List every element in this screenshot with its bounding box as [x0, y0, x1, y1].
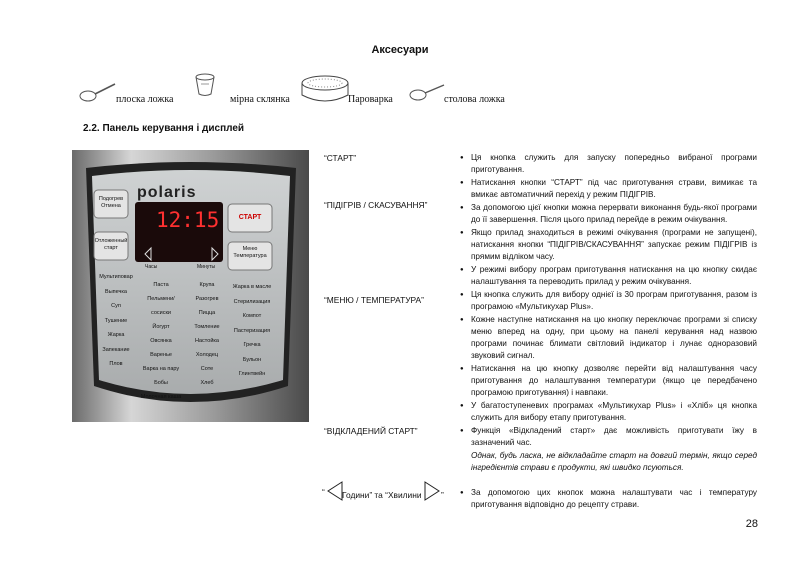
bullet-text: ● Ця кнопка служить для вибору однієї із 30 програм приготування, разом із програмою «Мультикухар Plus».	[460, 289, 757, 313]
program-button[interactable]: Гречка	[243, 342, 261, 348]
program-button[interactable]: Тушение	[104, 317, 128, 324]
bullet-text: ● Кожне наступне натискання на цю кнопку переключає програми зі списку меню вперед на одну, при цьому на панелі керування над назвою програми починає блимати світловий індикатор і лунає одноразовий звуковий сигнал.	[460, 314, 757, 362]
program-button[interactable]: Глинтвейн	[238, 371, 266, 377]
program-button[interactable]: Бульон	[242, 356, 262, 363]
program-button[interactable]: Соте	[200, 366, 214, 372]
program-button[interactable]: Суп	[111, 303, 121, 309]
program-button[interactable]: Разогрев	[195, 296, 219, 302]
measuring-cup-icon	[193, 72, 217, 98]
section-title: 2.2. Панель керування і дисплей	[83, 123, 245, 134]
label-menu-temperature: “МЕНЮ / ТЕМПЕРАТУРА”	[324, 295, 424, 305]
bullet-text: ● Ця кнопка служить для запуску попередньо вибраної програми приготування.	[460, 152, 757, 176]
label-delayed-start: “ВІДКЛАДЕНИЙ СТАРТ”	[324, 426, 418, 436]
bullet-text: ● За допомогою цієї кнопки можна перервати виконання будь-якої програми до її завершення. Після цього прилад перейде в режим очікування.	[460, 202, 757, 226]
program-button[interactable]: Молочная каша	[140, 394, 182, 400]
triangle-right-icon	[423, 481, 441, 501]
hours-button[interactable]: Часы	[145, 264, 158, 270]
program-button[interactable]: Стерилизация	[233, 298, 271, 305]
brand-logo: polaris	[137, 184, 197, 201]
bullet-text: ● Натискання кнопки “СТАРТ” під час приготування страви, вимикає та вмикає автоматичний перехід у режим ПІДІГРІВ.	[460, 177, 757, 201]
program-button[interactable]: Томление	[194, 324, 220, 330]
accessory-label-steamer: Пароварка	[348, 94, 393, 105]
program-button[interactable]: Варенье	[150, 352, 172, 358]
program-button[interactable]: Холодец	[195, 352, 219, 358]
steamer-basket-icon	[300, 73, 350, 107]
program-button[interactable]: Компот	[242, 313, 262, 319]
program-button[interactable]: Бобы	[154, 380, 168, 386]
program-button[interactable]: Мультиповар	[99, 274, 133, 280]
program-button[interactable]: Паста	[153, 282, 169, 288]
program-button[interactable]: Пастеризация	[233, 327, 271, 334]
accessory-label-flat-spoon: плоска ложка	[116, 94, 174, 105]
accessory-label-measuring-cup: мірна склянка	[230, 94, 290, 105]
program-button[interactable]: Настойка	[195, 338, 219, 344]
flat-spoon-icon	[78, 80, 118, 106]
program-button[interactable]: Плов	[109, 361, 123, 367]
program-button[interactable]: Йогурт	[152, 324, 170, 330]
bullet-text: ● За допомогою цих кнопок можна налаштувати час і температуру приготування відповідно до рецепту страви.	[460, 487, 757, 511]
bullet-text: ● Функція «Відкладений старт» дає можливість приготувати їжу в зазначений час.	[460, 425, 757, 449]
label-hours-minutes: “ Години” та “Хвилини ”	[322, 481, 452, 509]
program-button[interactable]: Запекание	[102, 346, 130, 353]
accessories-title: Аксесуари	[371, 44, 429, 56]
delayed-start-note: Однак, будь ласка, не відкладайте старт на довгий термін, якщо серед інгредієнтів страви є продукти, які швидко псуються.	[471, 451, 757, 472]
bullet-text: ● У режимі вибору програм приготування натискання на цю кнопку скидає налаштування та переводить прилад у режим очікування.	[460, 264, 757, 288]
bullet-text: ● Якщо прилад знаходиться в режимі очікування (програми не запущені), натискання кнопки “ПІДІГРІВ/СКАСУВАННЯ” запускає режим ПІДІГРІВ із прямим відліком часу.	[460, 227, 757, 263]
start-button[interactable]: СТАРТ	[238, 214, 262, 221]
program-button[interactable]: Пельмени/сосиски	[147, 296, 175, 316]
bullet-text: ● Натискання на цю кнопку дозволяє перейти від налаштування часу приготування до налаштування температури (якщо це передбачено програмою приготування) і навпаки.	[460, 363, 757, 399]
time-display: 12:15	[156, 208, 220, 232]
table-spoon-icon	[408, 80, 446, 104]
minutes-button[interactable]: Минуты	[197, 264, 216, 270]
program-button[interactable]: Выпечка	[105, 288, 127, 295]
program-button[interactable]: Жарка в масле	[232, 284, 272, 290]
program-button[interactable]: Крупа	[199, 282, 215, 288]
program-button[interactable]: Варка на пару	[142, 366, 180, 372]
delay-start-button[interactable]: Отложенный старт	[94, 238, 128, 251]
bullet-text: ● У багатоступеневих програмах «Мультикухар Plus» і «Хліб» ця кнопка служить для вибору етапу приготування.	[460, 400, 757, 424]
label-heat-cancel: “ПІДІГРІВ / СКАСУВАННЯ”	[324, 200, 428, 210]
heat-cancel-button[interactable]: Подогрев Отмена	[98, 196, 124, 209]
description-bullets	[460, 152, 757, 474]
menu-temperature-button[interactable]: Меню Температура	[233, 246, 267, 259]
hours-minutes-bullets	[460, 487, 757, 512]
label-start: “СТАРТ”	[324, 153, 357, 163]
accessory-label-table-spoon: столова ложка	[444, 94, 505, 105]
program-button[interactable]: Хлеб	[200, 380, 214, 386]
program-button[interactable]: Овсянка	[150, 338, 172, 344]
program-button[interactable]: Пицца	[198, 310, 216, 316]
control-panel-photo	[72, 150, 309, 422]
page-number: 28	[745, 518, 758, 530]
program-button[interactable]: Жарка	[107, 332, 125, 338]
